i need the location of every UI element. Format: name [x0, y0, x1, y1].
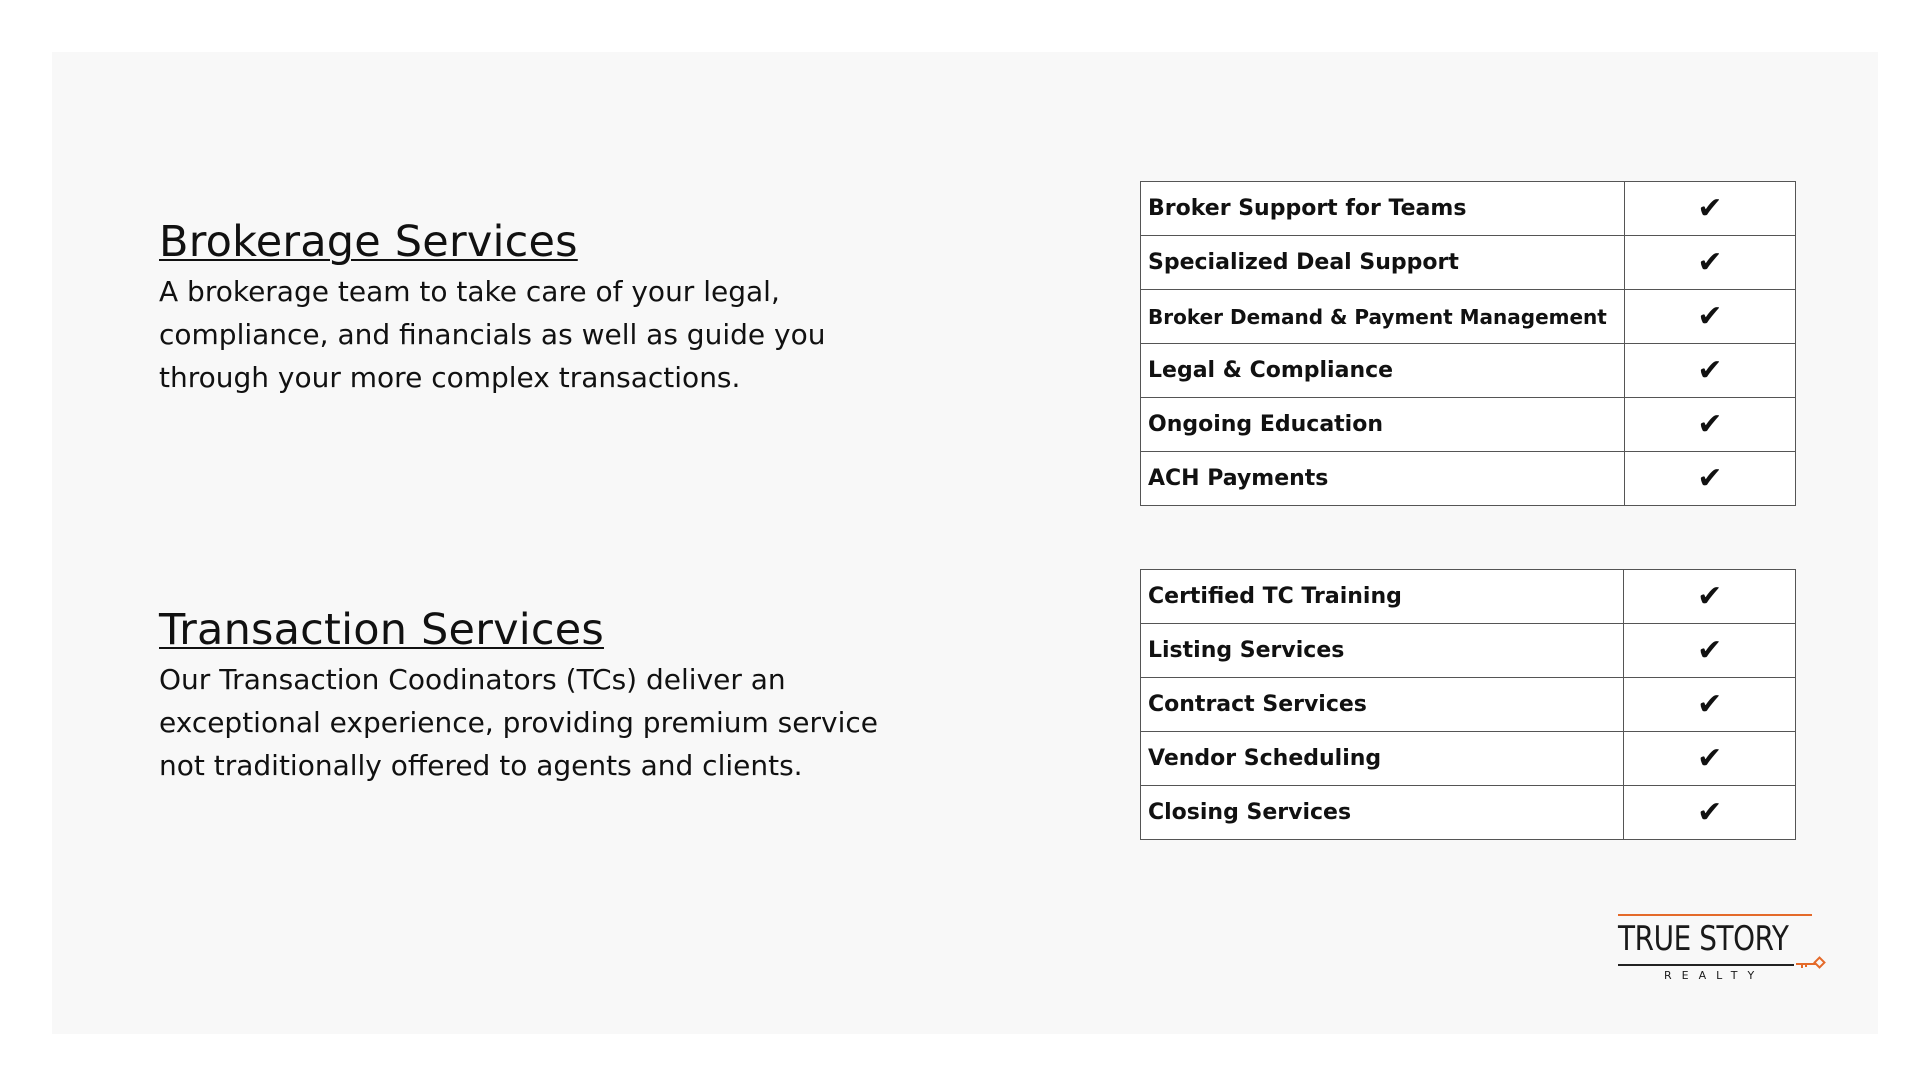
table-row [1141, 732, 1796, 786]
table-row [1141, 452, 1796, 506]
logo-name: TRUE STORY [1618, 919, 1789, 959]
check-icon: ✔ [1624, 732, 1796, 786]
service-name: Certified TC Training [1141, 570, 1624, 624]
check-icon: ✔ [1624, 786, 1796, 840]
check-icon: ✔ [1624, 452, 1795, 506]
service-name: Broker Support for Teams [1141, 182, 1625, 236]
key-icon [1796, 956, 1826, 972]
check-icon: ✔ [1624, 236, 1795, 290]
check-icon: ✔ [1624, 570, 1796, 624]
brokerage-section [159, 216, 919, 399]
brokerage-title: Brokerage Services [159, 217, 578, 267]
service-name: Contract Services [1141, 678, 1624, 732]
brokerage-description: A brokerage team to take care of your legal, compliance, and financials as well as guide you through your more complex transactions. [159, 275, 826, 394]
logo-subtitle: REALTY [1664, 969, 1765, 982]
brokerage-services-table [1140, 181, 1796, 506]
table-row [1141, 624, 1796, 678]
check-icon: ✔ [1624, 624, 1796, 678]
company-logo [1618, 914, 1828, 984]
logo-underline [1618, 964, 1794, 966]
table-row [1141, 236, 1796, 290]
slide [52, 52, 1878, 1034]
service-name: Vendor Scheduling [1141, 732, 1624, 786]
table-row [1141, 290, 1796, 344]
table-row [1141, 344, 1796, 398]
transaction-section [159, 604, 919, 787]
check-icon: ✔ [1624, 182, 1795, 236]
check-icon: ✔ [1624, 678, 1796, 732]
check-icon: ✔ [1624, 290, 1795, 344]
transaction-services-table [1140, 569, 1796, 840]
service-name: Specialized Deal Support [1141, 236, 1625, 290]
service-name: Listing Services [1141, 624, 1624, 678]
service-name: Ongoing Education [1141, 398, 1625, 452]
table-row [1141, 182, 1796, 236]
service-name: Legal & Compliance [1141, 344, 1625, 398]
service-name: ACH Payments [1141, 452, 1625, 506]
check-icon: ✔ [1624, 344, 1795, 398]
table-row [1141, 398, 1796, 452]
service-name: Closing Services [1141, 786, 1624, 840]
service-name: Broker Demand & Payment Management [1141, 290, 1625, 344]
transaction-description: Our Transaction Coodinators (TCs) deliver an exceptional experience, providing premium service not traditionally offered to agents and clients. [159, 663, 878, 782]
table-row [1141, 786, 1796, 840]
transaction-title: Transaction Services [159, 605, 604, 655]
table-row [1141, 570, 1796, 624]
table-row [1141, 678, 1796, 732]
check-icon: ✔ [1624, 398, 1795, 452]
